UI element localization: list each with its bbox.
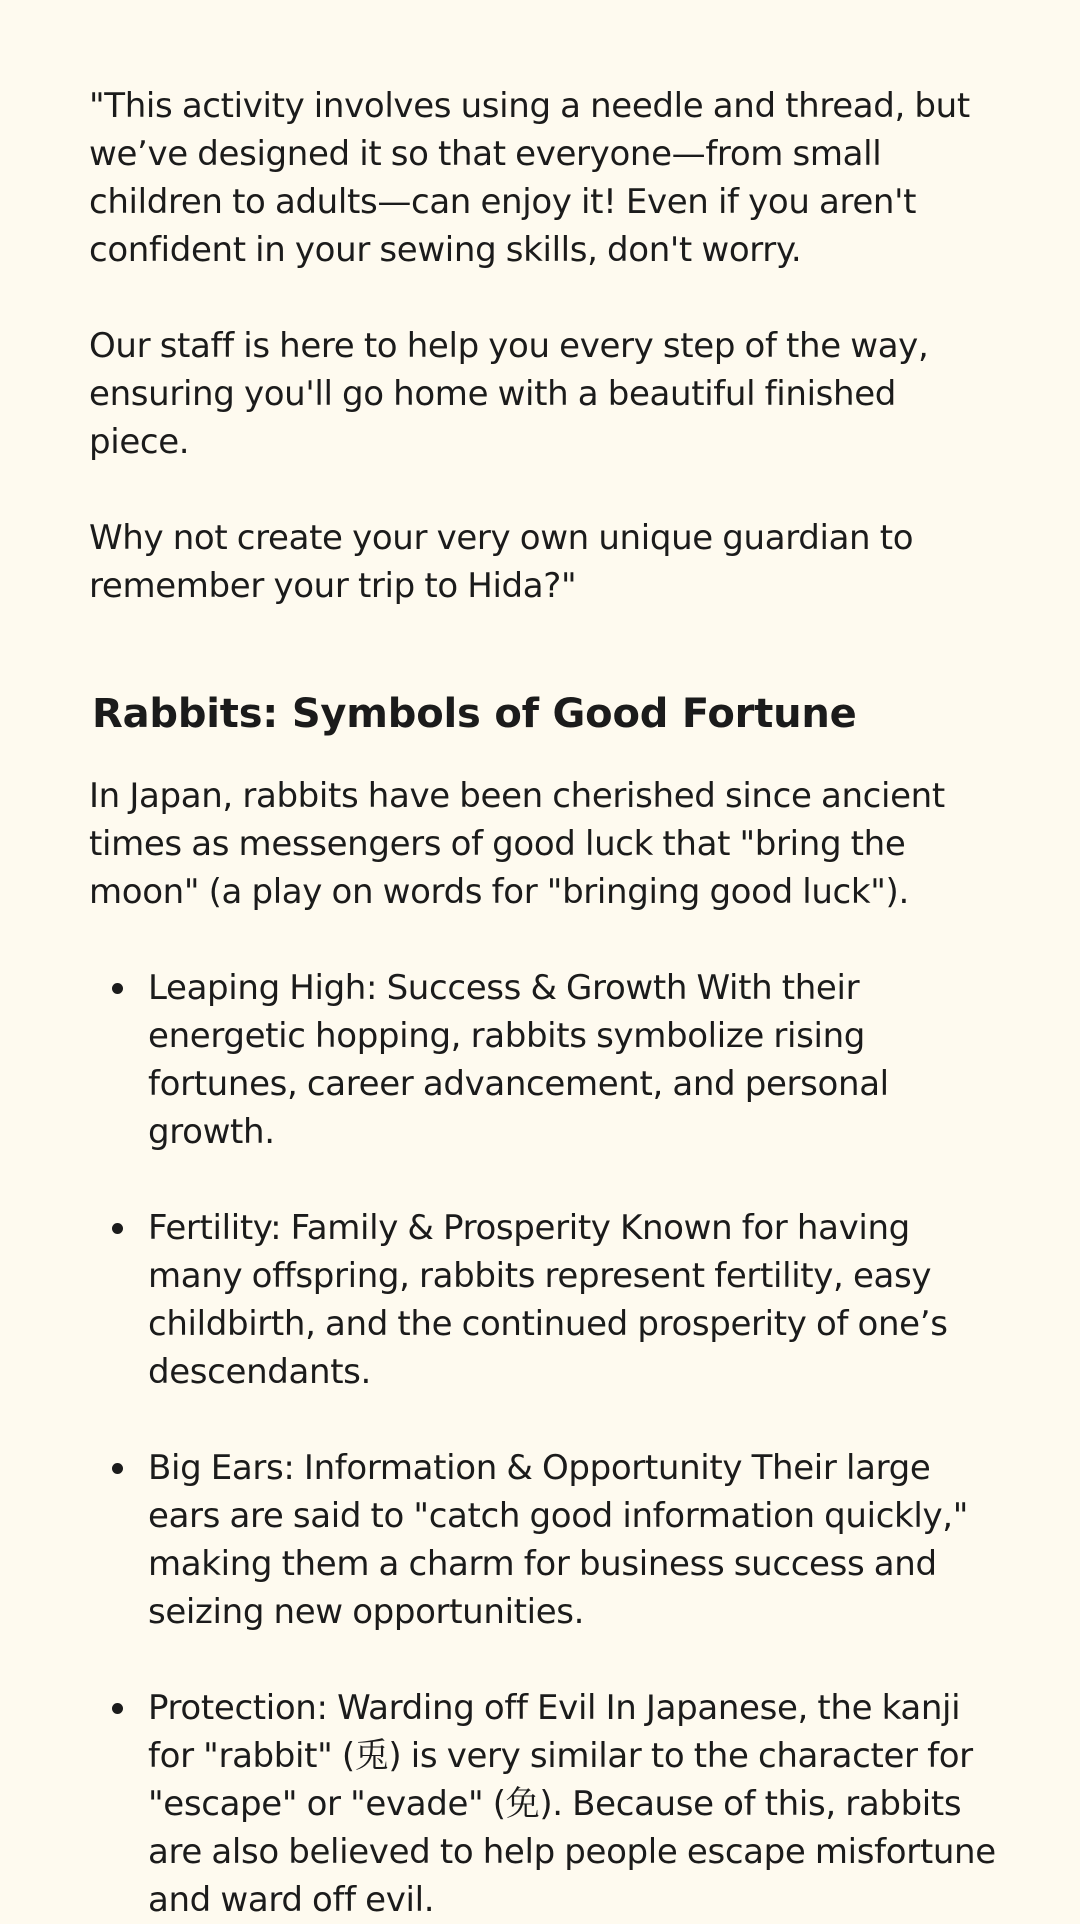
section-title: Rabbits: Symbols of Good Fortune — [92, 691, 857, 737]
list-item-text: Big Ears: Information & Opportunity Their large ears are said to "catch good information quickly," making them a charm for business success and seizing new opportunities. — [148, 1448, 969, 1632]
list-item — [148, 1444, 998, 1636]
bullet-icon — [112, 1463, 123, 1474]
list-item — [148, 1684, 998, 1924]
list-item — [148, 1204, 998, 1396]
section-intro: In Japan, rabbits have been cherished since ancient times as messengers of good luck that "bring the moon" (a play on words for "bringing good luck"). — [89, 776, 945, 912]
intro-paragraph: Our staff is here to help you every step of the way, ensuring you'll go home with a beautiful finished piece. — [89, 326, 929, 462]
intro-paragraph: "This activity involves using a needle and thread, but we’ve designed it so that everyone—from small children to adults—can enjoy it! Even if you aren't confident in your sewing skills, don't worry. — [89, 86, 970, 270]
bullet-icon — [112, 983, 123, 994]
list-item-text: Leaping High: Success & Growth With their energetic hopping, rabbits symbolize rising fortunes, career advancement, and personal growth. — [148, 968, 889, 1152]
list-item-text: Fertility: Family & Prosperity Known for having many offspring, rabbits represent fertility, easy childbirth, and the continued prosperity of one’s descendants. — [148, 1208, 948, 1392]
bullet-icon — [112, 1703, 123, 1714]
intro-text — [89, 82, 998, 610]
bullet-icon — [112, 1223, 123, 1234]
fortune-list — [89, 964, 998, 1924]
list-item-text: Protection: Warding off Evil In Japanese, the kanji for "rabbit" (兎) is very similar to the character for "escape" or "evade" (免). Because of this, rabbits are also believed to help people escape misfortune and ward off evil. — [148, 1688, 996, 1920]
intro-paragraph: Why not create your very own unique guardian to remember your trip to Hida?" — [89, 518, 914, 606]
list-item — [148, 964, 998, 1156]
